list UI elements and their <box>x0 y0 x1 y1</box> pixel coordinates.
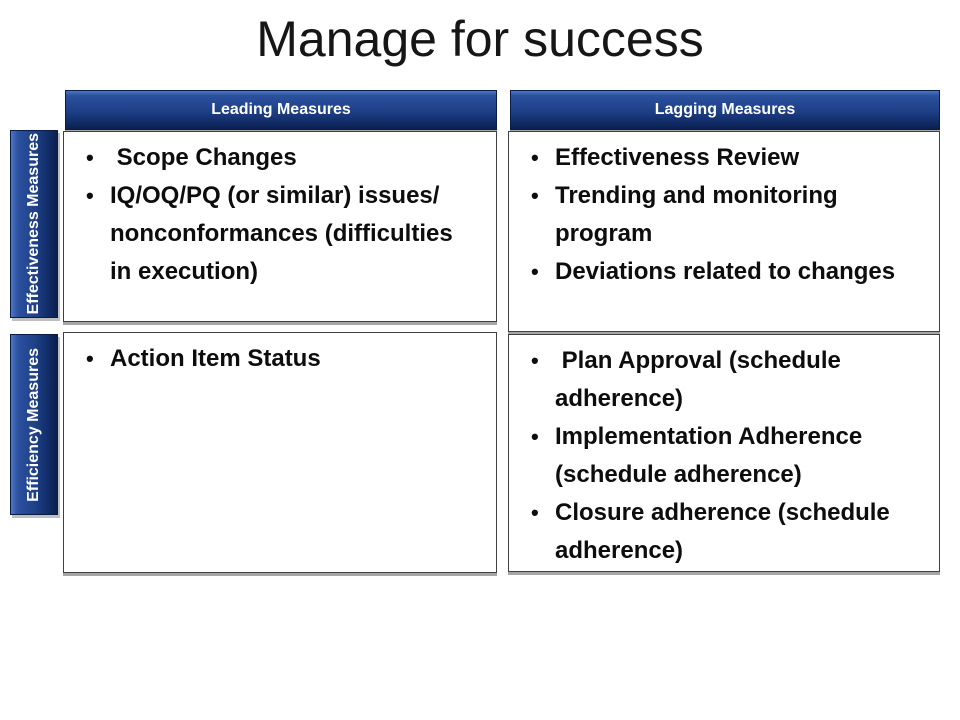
cell-efficiency-leading <box>63 332 497 573</box>
bullet-text: Plan Approval (schedule adherence) <box>555 347 848 412</box>
bullet-icon: • <box>531 424 539 449</box>
bullet-icon: • <box>531 500 539 525</box>
slide-title: Manage for success <box>256 11 704 67</box>
bullet-text: Trending and monitoring program <box>555 182 845 247</box>
column-header-label: Leading Measures <box>211 101 351 118</box>
bullet-item <box>80 340 476 378</box>
bullet-icon: • <box>86 346 94 371</box>
bullet-item <box>525 342 919 418</box>
bullet-item <box>525 494 919 570</box>
bullet-item <box>80 177 476 291</box>
column-header-label: Lagging Measures <box>654 101 796 118</box>
bullet-text: Scope Changes <box>110 144 297 171</box>
bullet-item <box>525 253 919 291</box>
bullet-icon: • <box>86 145 94 170</box>
cell-effectiveness-leading <box>63 131 497 322</box>
column-header-leading-measures <box>65 90 497 130</box>
row-header-label: Effectiveness Measures <box>25 133 42 315</box>
bullet-icon: • <box>531 348 539 373</box>
cell-efficiency-lagging <box>508 334 940 572</box>
row-header-efficiency-measures <box>10 334 58 515</box>
bullet-text: Effectiveness Review <box>555 144 800 171</box>
bullet-text: Deviations related to changes <box>555 258 896 285</box>
bullet-text: Closure adherence (schedule adherence) <box>555 499 897 564</box>
row-header-label: Efficiency Measures <box>25 347 42 502</box>
row-header-effectiveness-measures <box>10 130 58 318</box>
bullet-icon: • <box>86 183 94 208</box>
bullet-icon: • <box>531 145 539 170</box>
column-header-lagging-measures <box>510 90 940 130</box>
bullet-item <box>525 418 919 494</box>
bullet-text: IQ/OQ/PQ (or similar) issues/ nonconformances (difficulties in execution) <box>110 182 460 285</box>
bullet-item <box>525 139 919 177</box>
bullet-text: Action Item Status <box>110 345 321 372</box>
bullet-icon: • <box>531 259 539 284</box>
cell-effectiveness-lagging <box>508 131 940 332</box>
bullet-item <box>525 177 919 253</box>
bullet-icon: • <box>531 183 539 208</box>
bullet-item <box>80 139 476 177</box>
bullet-text: Implementation Adherence (schedule adherence) <box>555 423 869 488</box>
